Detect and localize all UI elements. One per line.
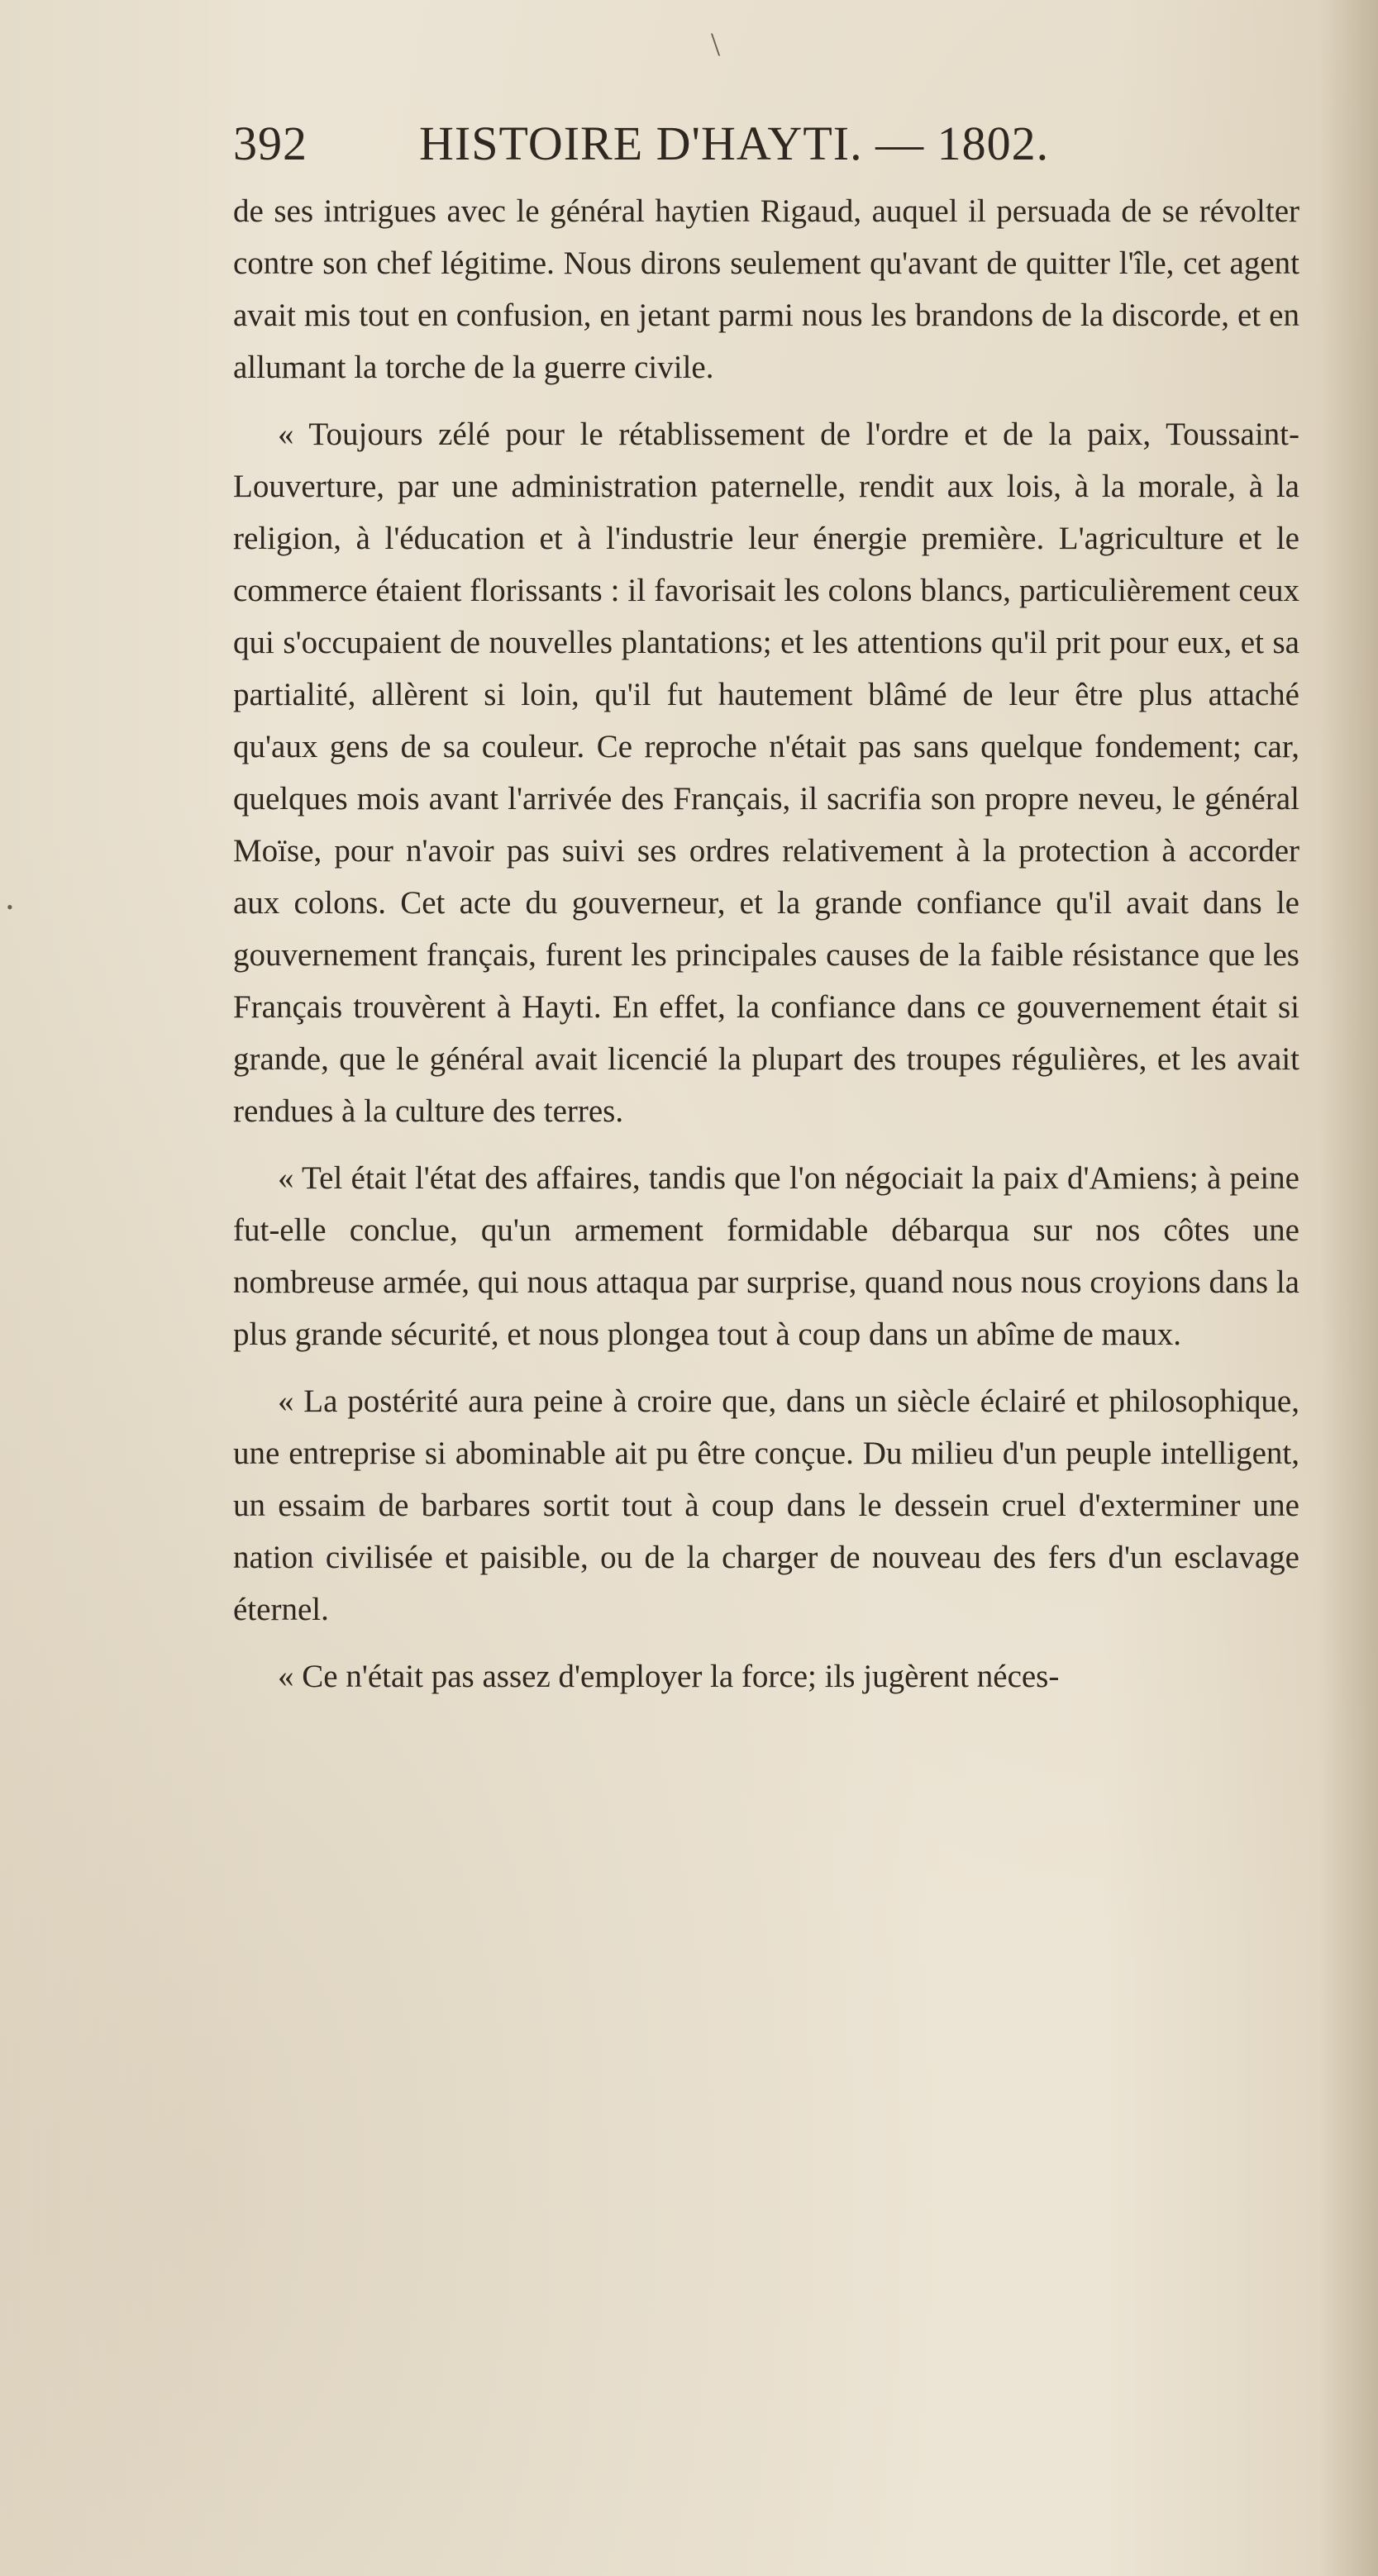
paragraph-2: « Toujours zélé pour le rétablissement de l'ordre et de la paix, Toussaint-Louverture, par une administration paternelle, rendit aux lois, à la morale, à la religion, à l'éducation et à l'industrie leur énergie première. L'agriculture et le commerce étaient florissants : il favorisait les colons blancs, particulièrement ceux qui s'occupaient de nouvelles plantations; et les attentions qu'il prit pour eux, et sa partialité, allèrent si loin, qu'il fut hautement blâmé de leur être plus attaché qu'aux gens de sa couleur. Ce reproche n'était pas sans quelque fondement; car, quelques mois avant l'arrivée des Français, il sacrifia son propre neveu, le général Moïse, pour n'avoir pas suivi ses ordres relativement à la protection à accorder aux colons. Cet acte du gouverneur, et la grande confiance qu'il avait dans le gouvernement français, furent les principales causes de la faible résistance que les Français trouvèrent à Hayti. En effet, la confiance dans ce gouvernement était si grande, que le général avait licencié la plupart des troupes régulières, et les avait rendues à la culture des terres.: [233, 417, 1299, 1129]
body-text: [233, 185, 1299, 1717]
paragraph-4: « La postérité aura peine à croire que, dans un siècle éclairé et philosophique, une entreprise si abominable ait pu être conçue. Du milieu d'un peuple intelligent, un essaim de barbares sortit tout à coup dans le dessein cruel d'exterminer une nation civilisée et paisible, ou de la charger de nouveau des fers d'un esclavage éternel.: [233, 1383, 1299, 1627]
stray-mark: \: [711, 26, 721, 63]
running-header: [233, 116, 1299, 190]
running-title: HISTOIRE D'HAYTI. — 1802.: [419, 117, 1050, 170]
paragraph-3: « Tel était l'état des affaires, tandis que l'on négociait la paix d'Amiens; à peine fut-elle conclue, qu'un armement formidable débarqua sur nos côtes une nombreuse armée, qui nous attaqua par surprise, quand nous nous croyions dans la plus grande sécurité, et nous plongea tout à coup dans un abîme de maux.: [233, 1160, 1299, 1352]
paragraph-1: de ses intrigues avec le général haytien Rigaud, auquel il persuada de se révolter contre son chef légitime. Nous dirons seulement qu'avant de quitter l'île, cet agent avait mis tout en confusion, en jetant parmi nous les brandons de la discorde, et en allumant la torche de la guerre civile.: [233, 193, 1299, 385]
page-number: 392: [233, 117, 308, 170]
page-edge-shadow: [1320, 0, 1378, 2576]
paragraph-5: « Ce n'était pas assez d'employer la force; ils jugèrent néces-: [278, 1659, 1060, 1694]
stray-dot: •: [7, 897, 13, 917]
